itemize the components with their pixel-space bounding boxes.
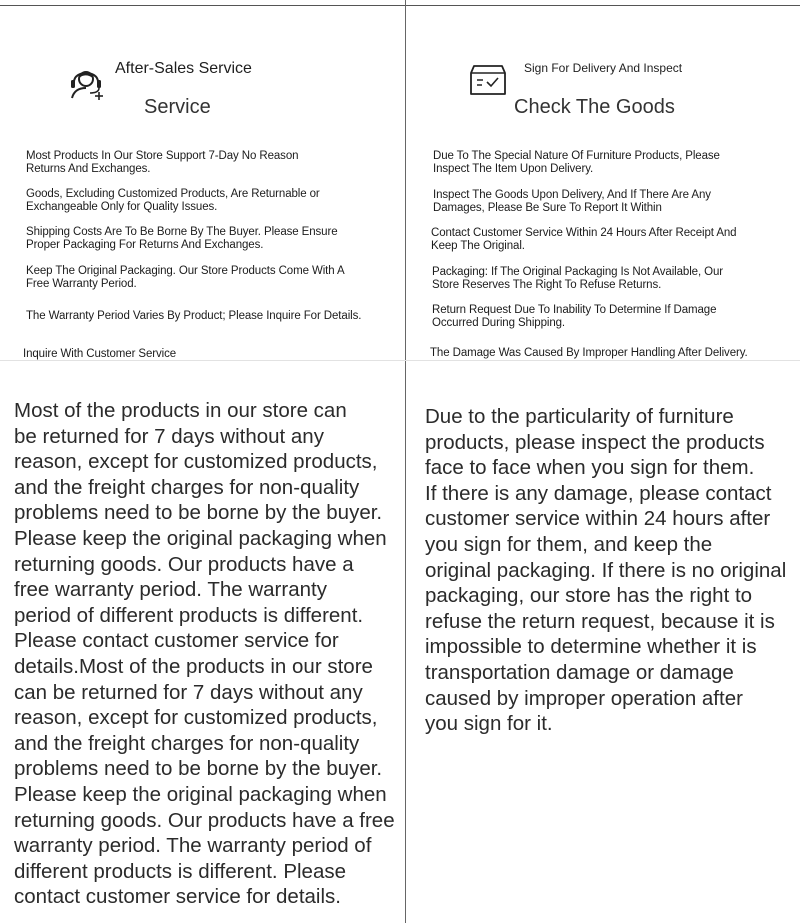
left-policy-paragraph: Most of the products in our store can be returned for 7 days without any reason, except for customized products, and the freight charges for non-quality problems need to be borne by the buyer. Please keep the original packaging when returning goods. Our products have a free warranty period. The warranty period of different products is different. Please contact customer service for details.Most of the products in our store can be returned for 7 days without any reason, except for customized products, and the freight charges for non-quality problems need to be borne by the buyer. Please keep the original packaging when returning goods. Our products have a free warranty period. The warranty period of different products is different. Please contact customer service for details. — [14, 399, 395, 909]
left-note-2: Goods, Excluding Customized Products, Are Returnable or Exchangeable Only for Quality Issues. — [26, 188, 320, 213]
customer-service-headset-icon — [68, 60, 108, 100]
package-check-icon — [468, 60, 508, 98]
left-note-3: Shipping Costs Are To Be Borne By The Buyer. Please Ensure Proper Packaging For Returns And Exchanges. — [26, 226, 338, 251]
left-note-1: Most Products In Our Store Support 7-Day No Reason Returns And Exchanges. — [26, 150, 299, 175]
left-note-5: The Warranty Period Varies By Product; Please Inquire For Details. — [26, 310, 362, 322]
check-goods-subtitle: Check The Goods — [514, 96, 675, 118]
center-divider — [405, 0, 406, 923]
top-border-line — [0, 5, 800, 6]
right-note-3: Contact Customer Service Within 24 Hours After Receipt And Keep The Original. — [431, 227, 737, 252]
right-note-2: Inspect The Goods Upon Delivery, And If There Are Any Damages, Please Be Sure To Report It Within — [433, 189, 711, 214]
after-sales-title: After-Sales Service — [115, 60, 252, 77]
right-note-4: Packaging: If The Original Packaging Is Not Available, Our Store Reserves The Right To Refuse Returns. — [432, 266, 724, 291]
left-note-4: Keep The Original Packaging. Our Store Products Come With A Free Warranty Period. — [26, 265, 345, 290]
sign-delivery-title: Sign For Delivery And Inspect — [524, 61, 683, 75]
right-note-6: The Damage Was Caused By Improper Handling After Delivery. — [430, 347, 748, 359]
right-note-5: Return Request Due To Inability To Determine If Damage Occurred During Shipping. — [432, 304, 717, 329]
after-sales-subtitle: Service — [144, 96, 211, 118]
right-policy-paragraph: Due to the particularity of furniture products, please inspect the products face to face when you sign for them. If there is any damage, please contact customer service within 24 hours after you sign for them, and keep the original packaging. If there is no original packaging, our store has the right to refuse the return request, because it is impossible to determine whether it is transportation damage or damage caused by improper operation after you sign for it. — [425, 405, 787, 736]
right-note-1: Due To The Special Nature Of Furniture Products, Please Inspect The Item Upon Delivery. — [433, 150, 720, 175]
left-note-6: Inquire With Customer Service — [23, 348, 177, 360]
